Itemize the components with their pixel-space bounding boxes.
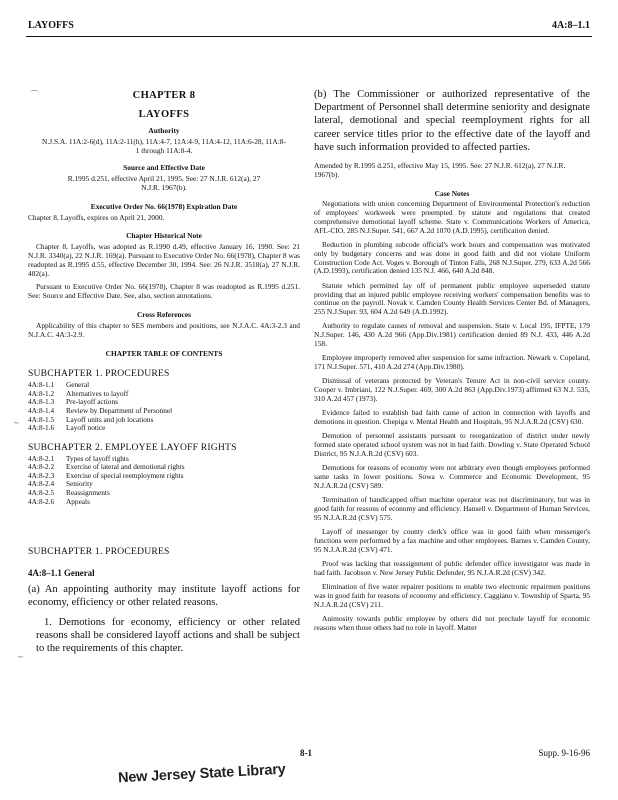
source-text: R.1995 d.251, effective April 21, 1995. See: 27 N.J.R. 612(a), 27 N.J.R. 1967(b). [67,174,261,192]
history-paragraph: Pursuant to Executive Order No. 66(1978), Chapter 8 was readopted as R.1995 d.251. See: Source and Effective Date. See, also, section annotations. [28,282,300,301]
toc-item-number: 4A:8-2.1 [28,453,55,463]
toc-item-number: 4A:8-1.3 [28,397,55,407]
toc-item-number: 4A:8-2.6 [28,496,55,506]
running-head-left: LAYOFFS [28,20,74,31]
left-column [28,84,300,655]
case-note: Elimination of five water repairer positions to enable two electronic repairmen positions was in good faith for reasons of economy and efficiency. Caggiano v. Township of Sparta, 95 N.J.A.R.2d (CSV) 211. [314,582,590,609]
toc-item-label: Appeals [66,496,90,506]
paragraph-1: 1. Demotions for economy, efficiency or other related reasons shall be considered layoff actions and shall be subject to the requirements of this chapter. [36,616,300,655]
section-heading: 4A:8–1.1 General [28,568,95,579]
margin-mark: ~ [14,418,19,428]
toc-item-number: 4A:8-1.6 [28,423,55,433]
amended-note: Amended by R.1995 d.251, effective May 15, 1995. See: 27 N.J.R. 612(a), 27 N.J.R. 1967(b). [314,161,566,179]
running-head-right: 4A:8–1.1 [551,20,590,31]
case-note: Animosity towards public employee by others did not preclude layoff for economic reasons when those others had no role in layoff. Matter [314,613,590,632]
toc-item-label: Reassignments [66,488,110,498]
toc-item-label: Seniority [66,479,93,489]
toc-item-number: 4A:8-2.2 [28,462,55,472]
toc-item-number: 4A:8-2.3 [28,470,55,480]
paragraph-b: (b) The Commissioner or authorized representative of the Department of Personnel shall determine seniority and designate lateral, demotional and special reemployment rights for all career service titles prior to the effective date of the layoff and have such information provided to affected parties. [314,89,590,153]
toc-item-label: Exercise of special reemployment rights [66,470,184,480]
cross-ref-text: Applicability of this chapter to SES members and positions, see N.J.A.C. 4A:3-2.3 and N.J.A.C. 4A:3-2.9. [28,320,300,339]
exec-order-heading: Executive Order No. 66(1978) Expiration Date [90,201,238,211]
case-note: Statute which permitted lay off of permanent public employee superseded statute providing that an injured public employee receiving workers' compensation benefits was to continue on the payroll. Novak v. Camden County Health Services Center Bd. of Managers, 255 N.J.Super. 93, 604 A.2d 649 (A.D.1992). [314,280,590,317]
case-note: Demotions for reasons of economy were not arbitrary even though employees performed same tasks in lower positions. Sowa v. Commerce and Economic Development, 95 N.J.A.R.2d (CSV) 589. [314,463,590,490]
running-head [28,20,590,31]
toc-item-number: 4A:8-1.4 [28,405,55,415]
cross-ref-heading: Cross References [136,309,192,319]
toc-list [28,455,300,507]
toc-item-number: 4A:8-1.2 [28,388,55,398]
toc-item-number: 4A:8-1.1 [28,380,55,390]
case-note: Proof was lacking that reassignment of public defender office investigator was made in bad faith. Jacobson v. New Jersey Public Defender, 95 N.J.A.R.2d (CSV) 342. [314,559,590,577]
toc-item-label: General [66,380,90,390]
authority-text: N.J.S.A. 11A:2-6(d), 11A:2-11(h), 11A:4-7, 11A:4-9, 11A:4-12, 11A:6-28, 11A:8-1 through 11A:8-4. [42,136,286,155]
toc-item-label: Alternatives to layoff [66,388,129,398]
toc-item-label: Review by Department of Personnel [66,405,173,415]
toc-item-number: 4A:8-1.5 [28,414,55,424]
toc-item [28,424,300,433]
page-number: 8-1 [300,748,312,758]
history-paragraph: Chapter 8, Layoffs, was adopted as R.1990 d.49, effective January 16, 1990. See: 21 N.J.R. 3340(a), 22 N.J.R. 169(a). Pursuant to Executive Order No. 66(1978), Chapter 8 was readopted as R.1995 d.55, effective December 30, 1994. See: 26 N.J.R. 3518(a), 27 N.J.R. 482(a). [28,242,300,278]
case-note: Demotion of personnel assistants pursuant to reorganization of district under newly formed state operated school system was not in bad faith. Dowling v. State Operated School District, 95 N.J.A.R.2d (CSV) 603. [314,431,590,459]
history-heading: Chapter Historical Note [126,231,202,241]
case-notes-list [314,200,590,632]
source-heading: Source and Effective Date [123,163,205,173]
toc-item-label: Pre-layoff actions [66,397,118,407]
toc-item-label: Types of layoff rights [66,453,129,463]
case-notes-heading: Case Notes [434,188,470,198]
paragraph-a: (a) An appointing authority may institute layoff actions for economy, efficiency or other related reasons. [28,584,300,609]
margin-mark: ~ [18,652,23,662]
case-note: Layoff of messenger by county clerk's office was in good faith when messenger's functions were performed by a fax machine and other employees. Barnes v. Camden County, 95 N.J.A.R.2d (CSV) 471. [314,527,590,554]
toc-item-label: Layoff notice [66,423,106,433]
case-note: Employee improperly removed after suspension for same infraction. Newark v. Copeland, 171 N.J.Super. 571, 410 A.2d 274 (App.Div.1980). [314,353,590,372]
library-stamp: New Jersey State Library [117,761,286,787]
case-note: Dismissal of veterans protected by Veteran's Tenure Act in non-civil service county. Cooper v. Imbriani, 122 N.J.Super. 469, 300 A.2d 863 (App.Div.1973) affirmed 63 N.J. 535, 310 A.2d 457 (1973). [314,376,590,404]
chapter-title: LAYOFFS [138,109,190,120]
toc-list [28,381,300,433]
toc-subchapter-title: SUBCHAPTER 1. PROCEDURES [28,368,170,380]
toc-item-number: 4A:8-2.4 [28,479,55,489]
chapter-number: CHAPTER 8 [132,90,196,101]
authority-heading: Authority [148,126,180,135]
toc-item-label: Exercise of lateral and demotional rights [66,462,185,472]
right-column [314,84,590,633]
exec-order-text: Chapter 8, Layoffs, expires on April 21, 2000. [28,212,165,222]
toc-subchapter-title: SUBCHAPTER 2. EMPLOYEE LAYOFF RIGHTS [28,441,237,453]
case-note: Negotiations with union concerning Department of Environmental Protection's reduction of employees' workweek were preempted by statute and regulations that created comprehensive demotional layoff scheme. State v. Communications Workers of America, AFL-CIO, 285 N.J.Super. 541, 667 A.2d 1070 (A.D.1995), certification denied. [314,199,590,235]
toc-item-number: 4A:8-2.5 [28,488,55,498]
header-rule [26,36,592,37]
toc-item-label: Layoff units and job locations [66,414,154,424]
toc-item [28,498,300,507]
body-subchapter-title: SUBCHAPTER 1. PROCEDURES [28,546,170,558]
margin-mark: ⌒ [30,90,40,100]
toc-heading: CHAPTER TABLE OF CONTENTS [105,349,223,359]
case-note: Evidence failed to establish bad faith cause of action in connection with layoffs and demotions in question. Chepiga v. Mental Health and Hospitals, 95 N.J.A.R.2d (CSV) 630. [314,408,590,427]
case-note: Reduction in plumbing subcode official's work hours and compensation was motivated only by budgetary concerns and was done in good faith and did not violate Uniform Construction Code Act. Voges v. Borough of Tinton Falls, 268 N.J.Super. 279, 633 A.2d 566 (A.D.1993), certification denied 135 N.J. 466, 640 A.2d 848. [314,240,590,276]
case-note: Termination of handicapped offset machine operator was not discriminatory, but was in good faith for reasons of economy and efficiency. Hansell v. Department of Human Services, 95 N.J.A.R.2d (CSV) 575. [314,495,590,522]
supplement-date: Supp. 9-16-96 [538,748,590,758]
case-note: Authority to regulate causes of removal and suspension. State v. Local 195, IFPTE, 179 N.J.Super. 146, 430 A.2d 966 (App.Div.1981) certification denied 89 N.J. 433, 446 A.2d 158. [314,321,590,349]
